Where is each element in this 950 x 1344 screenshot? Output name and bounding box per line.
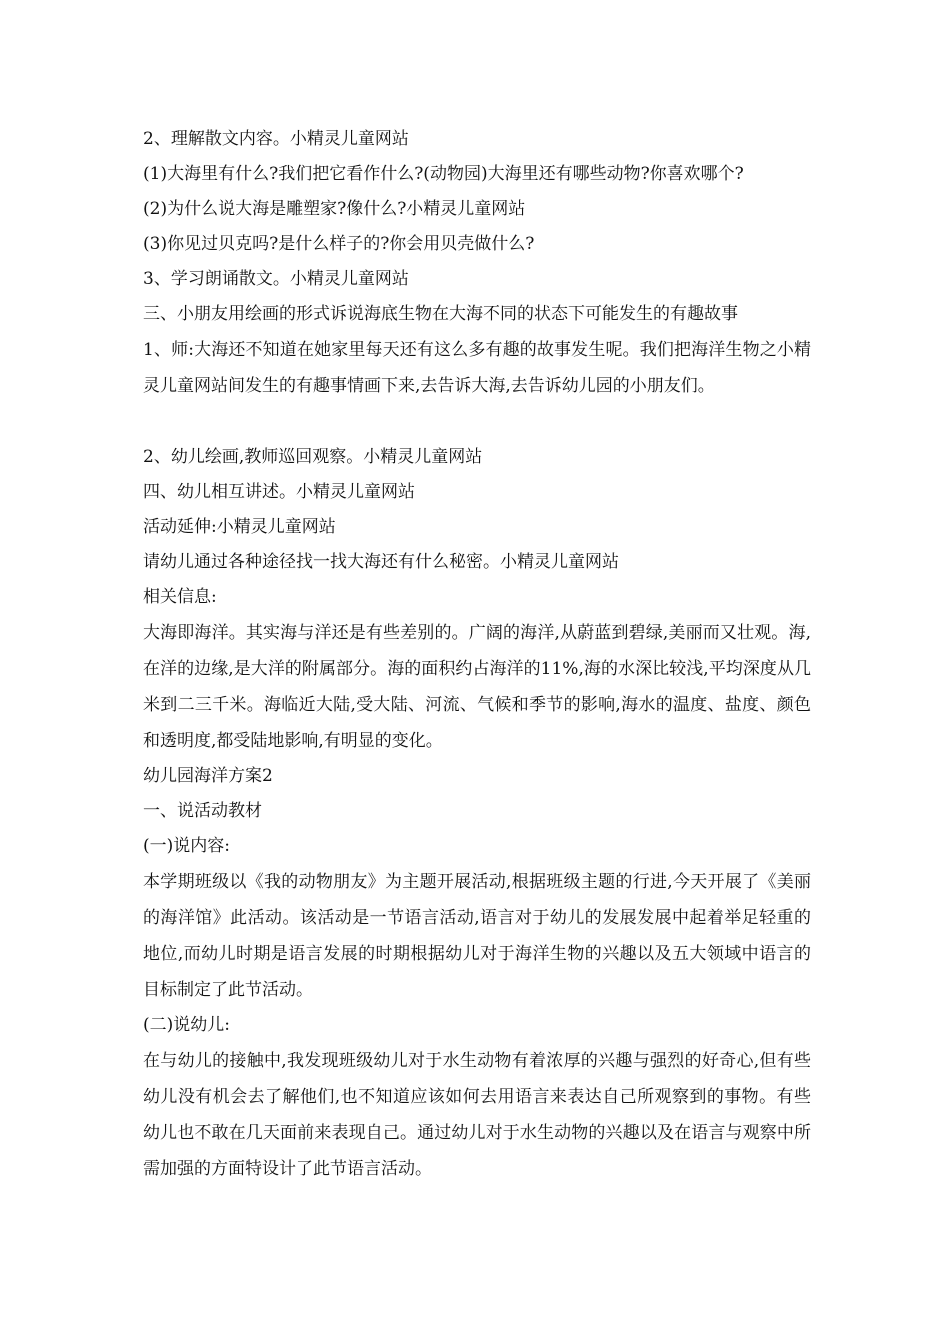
paragraph: 在与幼儿的接触中,我发现班级幼儿对于水生动物有着浓厚的兴趣与强烈的好奇心,但有些幼儿没有机会去了解他们,也不知道应该如何去用语言来表达自己所观察到的事物。有些幼儿也不敢在几天面前来表现自己。通过幼儿对于水生动物的兴趣以及在语言与观察中所需加强的方面特设计了此节语言活动。: [143, 1051, 811, 1179]
document-title: 幼儿园海洋方案2: [143, 766, 273, 786]
paragraph: 本学期班级以《我的动物朋友》为主题开展活动,根据班级主题的行进,今天开展了《美丽的海洋馆》此活动。该活动是一节语言活动,语言对于幼儿的发展发展中起着举足轻重的地位,而幼儿时期是语言发展的时期根据幼儿对于海洋生物的兴趣以及五大领域中语言的目标制定了此节活动。: [143, 872, 811, 1000]
document-body: [143, 122, 811, 1187]
subsection-heading: (二)说幼儿:: [143, 1015, 230, 1035]
text-line: 2、幼儿绘画,教师巡回观察。小精灵儿童网站: [143, 447, 483, 467]
paragraph: 1、师:大海还不知道在她家里每天还有这么多有趣的故事发生呢。我们把海洋生物之小精灵儿童网站间发生的有趣事情画下来,去告诉大海,去告诉幼儿园的小朋友们。: [143, 340, 811, 396]
text-line: 相关信息:: [143, 587, 217, 607]
subsection-heading: (一)说内容:: [143, 836, 230, 856]
text-line: 活动延伸:小精灵儿童网站: [143, 517, 336, 537]
text-line: 2、理解散文内容。小精灵儿童网站: [143, 129, 409, 149]
text-line: 请幼儿通过各种途径找一找大海还有什么秘密。小精灵儿童网站: [143, 552, 619, 572]
section-heading: 一、说活动教材: [143, 801, 262, 821]
text-line: (2)为什么说大海是雕塑家?像什么?小精灵儿童网站: [143, 199, 526, 219]
text-line: 3、学习朗诵散文。小精灵儿童网站: [143, 269, 409, 289]
text-line: (3)你见过贝克吗?是什么样子的?你会用贝壳做什么?: [143, 234, 535, 254]
paragraph: 大海即海洋。其实海与洋还是有些差别的。广阔的海洋,从蔚蓝到碧绿,美丽而又壮观。海,在洋的边缘,是大洋的附属部分。海的面积约占海洋的11%,海的水深比较浅,平均深度从几米到二三千米。海临近大陆,受大陆、河流、气候和季节的影响,海水的温度、盐度、颜色和透明度,都受陆地影响,有明显的变化。: [143, 623, 811, 751]
section-heading: 四、幼儿相互讲述。小精灵儿童网站: [143, 482, 415, 502]
section-heading: 三、小朋友用绘画的形式诉说海底生物在大海不同的状态下可能发生的有趣故事: [143, 304, 738, 324]
text-line: (1)大海里有什么?我们把它看作什么?(动物园)大海里还有哪些动物?你喜欢哪个?: [143, 164, 744, 184]
